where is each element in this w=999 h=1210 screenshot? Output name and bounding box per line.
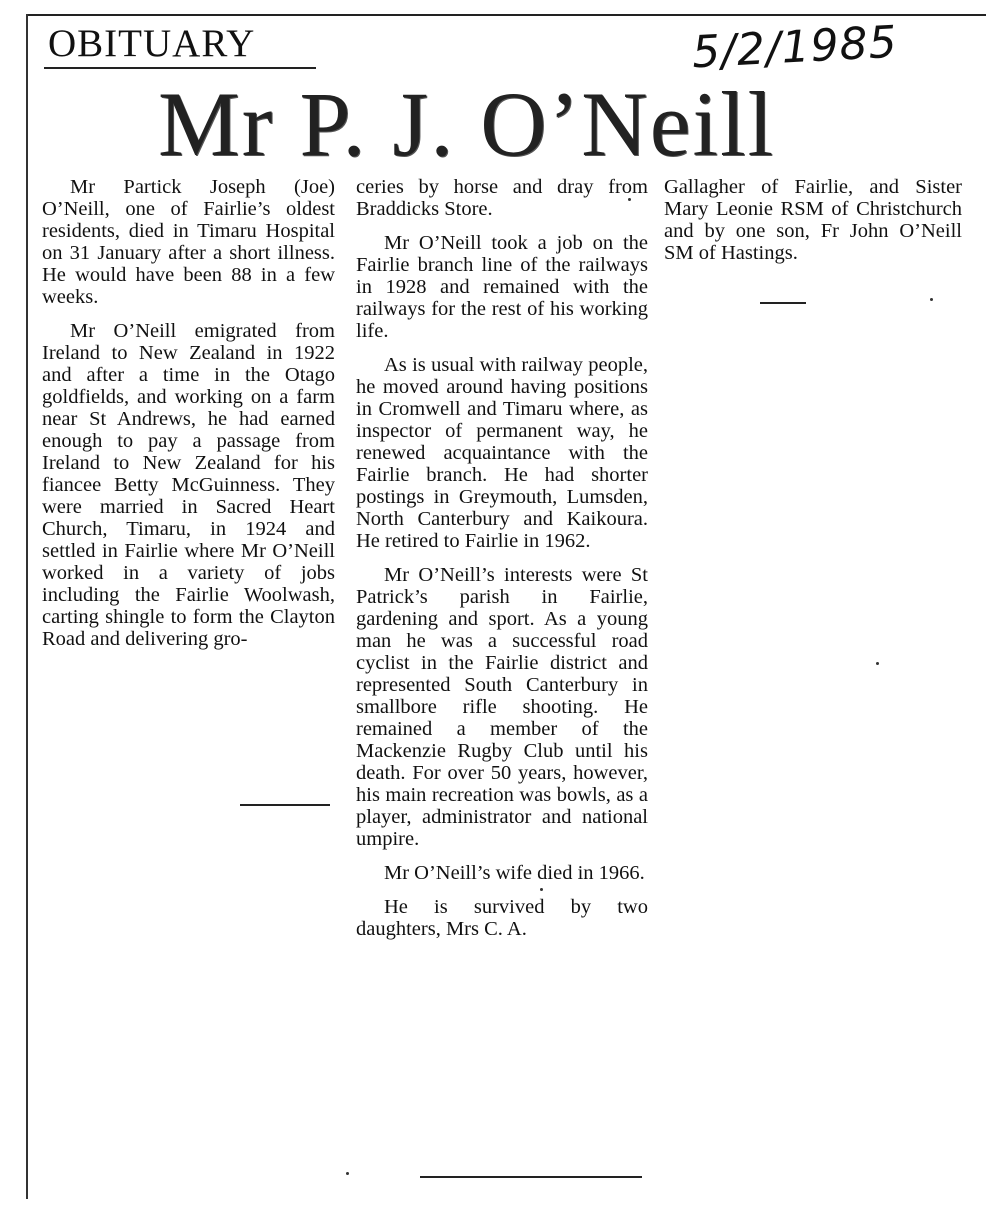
article-column-3	[664, 176, 962, 276]
paragraph-continuation: Gallagher of Fairlie, and Sister Mary Leonie RSM of Christchurch and by one son, Fr John O’Neill SM of Hastings.	[664, 176, 962, 264]
left-border-rule	[26, 14, 28, 1199]
top-border-rule	[26, 14, 986, 16]
kicker-underline	[44, 67, 316, 69]
paragraph: Mr Partick Joseph (Joe) O’Neill, one of Fairlie’s oldest residents, died in Timaru Hospital on 31 January after a short illness. He would have been 88 in a few weeks.	[42, 176, 335, 308]
handwritten-date: 5/2/1985	[690, 16, 899, 79]
paragraph: He is survived by two daughters, Mrs C. A.	[356, 896, 648, 940]
paragraph: As is usual with railway people, he moved around having positions in Cromwell and Timaru where, as inspector of permanent way, he renewed acquaintance with the Fairlie branch. He had shorter postings in Greymouth, Lumsden, North Canterbury and Kaikoura. He retired to Fairlie in 1962.	[356, 354, 648, 552]
paragraph: Mr O’Neill’s wife died in 1966.	[384, 862, 645, 884]
paragraph: Mr O’Neill took a job on the Fairlie branch line of the railways in 1928 and remained with the railways for the rest of his working life.	[356, 232, 648, 342]
section-kicker: OBITUARY	[48, 22, 256, 65]
article-column-1	[42, 176, 335, 662]
column-end-rule	[240, 804, 330, 806]
column-end-rule	[420, 1176, 642, 1178]
paragraph-continuation: ceries by horse and dray from Braddicks Store.	[356, 176, 648, 220]
paragraph: Mr O’Neill emigrated from Ireland to New Zealand in 1922 and after a time in the Otago goldfields, and working on a farm near St Andrews, he had earned enough to pay a passage from Ireland to New Zealand for his fiancee Betty McGuinness. They were married in Sacred Heart Church, Timaru, in 1924 and settled in Fairlie where Mr O’Neill worked in a variety of jobs including the Fairlie Woolwash, carting shingle to form the Clayton Road and delivering gro-	[42, 320, 335, 650]
print-speck	[540, 888, 543, 891]
print-speck	[930, 298, 933, 301]
print-speck	[876, 662, 879, 665]
paragraph: Mr O’Neill’s interests were St Patrick’s parish in Fairlie, gardening and sport. As a young man he was a successful road cyclist in the Fairlie district and represented South Canterbury in smallbore rifle shooting. He remained a member of the Mackenzie Rugby Club until his death. For over 50 years, however, his main recreation was bowls, as a player, administrator and national umpire.	[356, 564, 648, 850]
print-speck	[346, 1172, 349, 1175]
print-speck	[628, 198, 631, 201]
article-end-rule	[760, 302, 806, 304]
headline: Mr P. J. O’Neill	[158, 73, 776, 175]
article-column-2	[356, 176, 648, 940]
